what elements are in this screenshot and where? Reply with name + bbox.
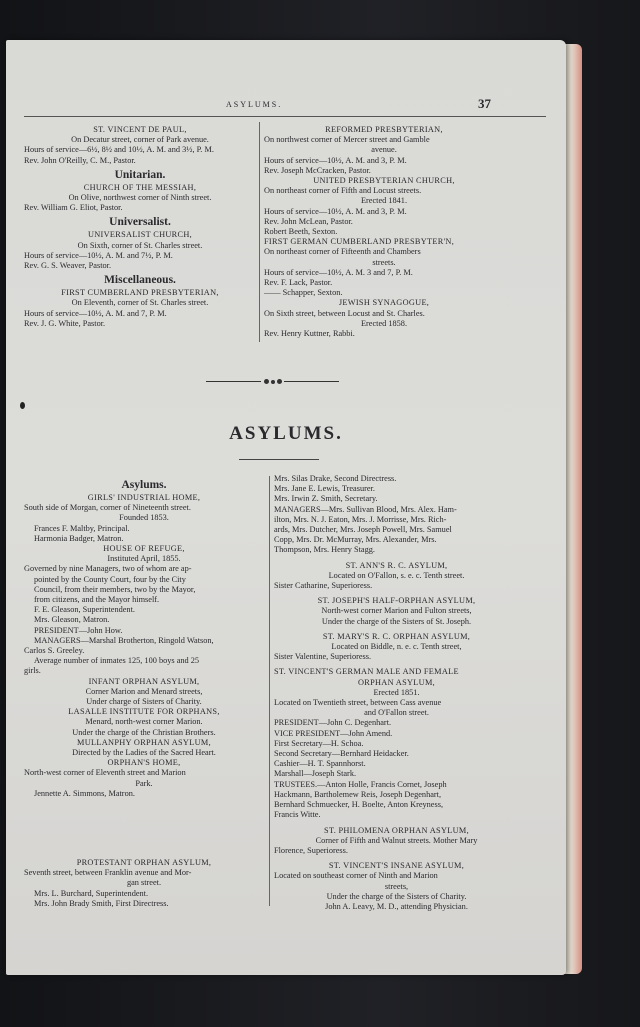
text-line: streets. (372, 257, 396, 267)
section-heading: Asylums. (121, 479, 167, 491)
section-heading: Universalist. (109, 216, 171, 229)
text-line: Hours of service—6½, 8½ and 10½, A. M. and 3½, P. M. (24, 145, 214, 155)
text-line: Mrs. Gleason, Matron. (34, 615, 110, 625)
text-line: South side of Morgan, corner of Nineteenth street. (24, 503, 191, 513)
text-line: HOUSE OF REFUGE, (103, 544, 185, 554)
text-line: ilton, Mrs. N. J. Eaton, Mrs. J. Morrisse, Mrs. Rich- (274, 514, 447, 524)
text-line: gan street. (126, 878, 162, 888)
text-line: On Sixth, corner of St. Charles street. (77, 240, 203, 250)
text-line: Erected 1841. (360, 196, 408, 206)
text-line: Located on Biddle, n. e. c. Tenth street, (331, 642, 462, 652)
text-line: Located on southeast corner of Ninth and Marion (274, 871, 438, 881)
text-line: Hackmann, Bartholemew Reis, Joseph Degenhart, (274, 789, 442, 799)
text-line: Mrs. Silas Drake, Second Directress. (274, 474, 397, 483)
title-underline (239, 459, 319, 460)
text-line: Sister Valentine, Superioress. (274, 652, 372, 662)
text-line: Under the charge of the Sisters of Charity. (326, 891, 467, 901)
text-line: LASALLE INSTITUTE FOR ORPHANS, (68, 707, 220, 717)
text-line: Mrs. Irwin Z. Smith, Secretary. (274, 494, 378, 504)
text-line: Park. (135, 778, 153, 788)
text-line: Rev. J. G. White, Pastor. (24, 318, 106, 328)
text-line: On northeast corner of Fifteenth and Chambers (264, 247, 421, 257)
text-line: Instituted April, 1855. (107, 554, 181, 564)
text-line: ST. MARY'S R. C. ORPHAN ASYLUM, (322, 631, 471, 641)
text-line: —— Schapper, Sexton. (264, 288, 343, 298)
section-ornament (206, 378, 336, 386)
text-line: Menard, north-west corner Marion. (85, 717, 203, 727)
text-line: from citizens, and the Mayor himself. (34, 595, 160, 605)
text-line: Florence, Superioress. (274, 845, 348, 855)
column-top-right (264, 125, 504, 339)
text-line: Marshall—Joseph Stark. (274, 769, 357, 779)
text-line: Rev. Henry Kuttner, Rabbi. (264, 329, 355, 339)
text-line: Robert Beeth, Sexton. (264, 227, 338, 237)
text-line: Hours of service—10½, A. M. 3 and 7, P. M. (264, 267, 413, 277)
text-line: FIRST CUMBERLAND PRESBYTERIAN, (61, 288, 219, 298)
header-rule (24, 116, 546, 117)
text-line: Directed by the Ladies of the Sacred Heart. (72, 748, 216, 758)
text-line: F. E. Gleason, Superintendent. (34, 605, 135, 615)
column-bottom-left (24, 476, 264, 799)
text-line: North-west corner of Eleventh street and Marion (24, 768, 186, 778)
text-line: Mrs. John Brady Smith, First Directress. (34, 898, 169, 908)
section-heading: Unitarian. (114, 168, 166, 181)
text-line: North-west corner Marion and Fulton streets, (321, 606, 472, 616)
text-line: First Secretary—H. Schoa. (274, 738, 364, 748)
column-divider-bottom (269, 476, 270, 906)
text-line: On northwest corner of Mercer street and Gamble (264, 135, 430, 145)
text-line: pointed by the County Court, four by the City (34, 574, 186, 584)
section-heading: Miscellaneous. (104, 274, 176, 287)
page-number: 37 (478, 96, 491, 111)
text-line: Harmonia Badger, Matron. (34, 533, 124, 543)
text-line: JEWISH SYNAGOGUE, (338, 298, 430, 308)
text-line: MULLANPHY ORPHAN ASYLUM, (77, 737, 211, 747)
text-line: Rev. William G. Eliot, Pastor. (24, 203, 123, 213)
column-bottom-right (274, 474, 519, 912)
running-head: ASYLUMS. (226, 100, 283, 109)
column-top-left (24, 125, 256, 329)
text-line: Under charge of Sisters of Charity. (86, 697, 202, 707)
text-line: Rev. F. Lack, Pastor. (264, 278, 333, 288)
binding-hole (20, 402, 25, 409)
column-bottom-left-tail (24, 858, 264, 909)
text-line: John A. Leavy, M. D., attending Physician. (325, 901, 468, 911)
text-line: avenue. (371, 145, 397, 155)
text-line: On Sixth street, between Locust and St. Charles. (264, 308, 425, 318)
text-line: and O'Fallon street. (364, 708, 429, 718)
text-line: Located on O'Fallon, s. e. c. Tenth street. (328, 570, 465, 580)
text-line: PRESIDENT—John C. Degenhart. (274, 718, 392, 728)
text-line: UNIVERSALIST CHURCH, (87, 230, 193, 240)
text-line: Located on Twentieth street, between Cass avenue (274, 698, 442, 708)
text-line: FIRST GERMAN CUMBERLAND PRESBYTER'N, (264, 237, 455, 247)
text-line: MANAGERS—Marshal Brotherton, Ringold Watson, (34, 635, 214, 645)
text-line: ORPHAN'S HOME, (107, 758, 181, 768)
text-line: ST. VINCENT'S INSANE ASYLUM, (328, 861, 465, 871)
text-line: Rev. G. S. Weaver, Pastor. (24, 261, 112, 271)
text-line: GIRLS' INDUSTRIAL HOME, (87, 493, 201, 502)
text-line: On northeast corner of Fifth and Locust streets. (264, 186, 422, 196)
text-line: Carlos S. Greeley. (24, 646, 85, 656)
text-line: girls. (24, 666, 41, 676)
text-line: ST. JOSEPH'S HALF-ORPHAN ASYLUM, (317, 596, 476, 606)
text-line: PROTESTANT ORPHAN ASYLUM, (76, 858, 212, 867)
column-divider-top (259, 122, 260, 342)
text-line: ORPHAN ASYLUM, (357, 677, 436, 687)
text-line: Seventh street, between Franklin avenue and Mor- (24, 868, 192, 878)
text-line: Under the charge of the Christian Brothers. (72, 727, 216, 737)
text-line: Bernhard Schmuecker, H. Boelte, Anton Kreyness, (274, 800, 444, 810)
text-line: Copp, Mrs. Dr. McMurray, Mrs. Alexander, Mrs. (274, 535, 437, 545)
text-line: REFORMED PRESBYTERIAN, (325, 125, 443, 134)
text-line: Thompson, Mrs. Henry Stagg. (274, 545, 375, 555)
text-line: Corner of Fifth and Walnut streets. Mother Mary (315, 835, 478, 845)
text-line: PRESIDENT—John How. (34, 625, 123, 635)
text-line: Rev. Joseph McCracken, Pastor. (264, 165, 371, 175)
text-line: Erected 1851. (373, 687, 420, 697)
text-line: MANAGERS—Mrs. Sullivan Blood, Mrs. Alex. Ham- (274, 504, 457, 514)
text-line: ST. VINCENT'S GERMAN MALE AND FEMALE (274, 667, 459, 677)
text-line: UNITED PRESBYTERIAN CHURCH, (313, 176, 455, 186)
text-line: Council, from their members, two by the Mayor, (34, 584, 196, 594)
text-line: INFANT ORPHAN ASYLUM, (88, 676, 200, 686)
text-line: On Olive, northwest corner of Ninth street. (68, 193, 212, 203)
text-line: Hours of service—10½, A. M. and 7, P. M. (24, 308, 167, 318)
text-line: Francis Witte. (274, 810, 321, 820)
text-line: VICE PRESIDENT—John Amend. (274, 728, 393, 738)
text-line: streets, (384, 881, 409, 891)
text-line: Governed by nine Managers, two of whom are ap- (24, 564, 192, 574)
text-line: Sister Catharine, Superioress. (274, 581, 373, 591)
text-line: CHURCH OF THE MESSIAH, (83, 182, 197, 192)
text-line: Jennette A. Simmons, Matron. (34, 788, 135, 798)
page-header (6, 98, 566, 114)
text-line: ST. VINCENT DE PAUL, (93, 125, 187, 134)
text-line: Second Secretary—Bernhard Heidacker. (274, 749, 409, 759)
text-line: On Eleventh, corner of St. Charles street. (71, 298, 209, 308)
text-line: Average number of inmates 125, 100 boys and 25 (34, 656, 200, 666)
text-line: Under the charge of the Sisters of St. Joseph. (321, 616, 472, 626)
text-line: Mrs. L. Burchard, Superintendent. (34, 888, 149, 898)
text-line: Mrs. Jane E. Lewis, Treasurer. (274, 484, 375, 494)
text-line: ST. ANN'S R. C. ASYLUM, (345, 560, 448, 570)
text-line: Erected 1858. (360, 318, 408, 328)
section-title: ASYLUMS. (229, 423, 343, 444)
text-line: Corner Marion and Menard streets, (85, 686, 203, 696)
text-line: On Decatur street, corner of Park avenue. (71, 135, 209, 145)
text-line: Hours of service—10½, A. M. and 3, P. M. (264, 206, 407, 216)
book-page (6, 40, 566, 975)
text-line: TRUSTEES.—Anton Holle, Francis Cornet, Joseph (274, 779, 447, 789)
text-line: Rev. John McLean, Pastor. (264, 216, 353, 226)
text-line: ST. PHILOMENA ORPHAN ASYLUM, (324, 825, 469, 835)
text-line: ards, Mrs. Dutcher, Mrs. Joseph Powell, Mrs. Samuel (274, 525, 452, 535)
text-line: Hours of service—10½, A. M. and 7½, P. M. (24, 250, 173, 260)
text-line: Hours of service—10½, A. M. and 3, P. M. (264, 155, 407, 165)
text-line: Cashier—H. T. Spannhorst. (274, 759, 366, 769)
text-line: Rev. John O'Reilly, C. M., Pastor. (24, 155, 136, 165)
text-line: Frances F. Maltby, Principal. (34, 523, 130, 533)
text-line: Founded 1853. (119, 513, 169, 523)
